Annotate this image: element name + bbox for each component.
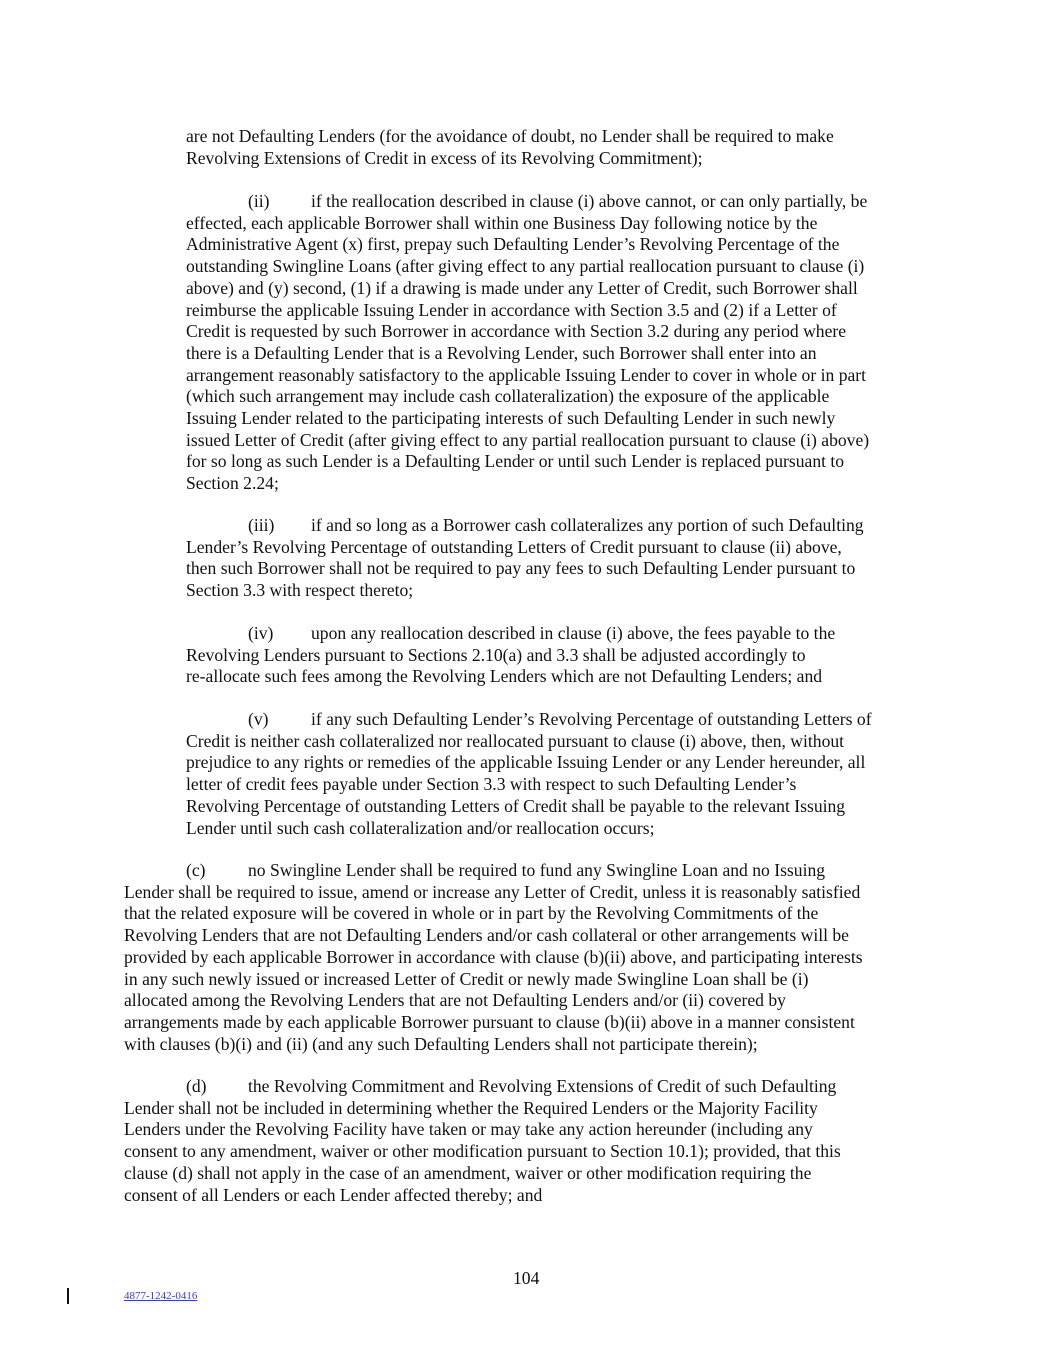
- text-line: Revolving Extensions of Credit in excess of its Revolving Commitment);: [186, 147, 703, 168]
- text-line: Credit is neither cash collateralized nor reallocated pursuant to clause (i) above, then, without: [186, 730, 845, 751]
- clause-marker: (v): [248, 709, 269, 729]
- text-line: Section 3.3 with respect thereto;: [186, 580, 414, 601]
- text-line: effected, each applicable Borrower shall within one Business Day following notice by the: [186, 212, 818, 233]
- text-line: are not Defaulting Lenders (for the avoidance of doubt, no Lender shall be required to make: [186, 126, 834, 146]
- text-line: re-allocate such fees among the Revolving Lenders which are not Defaulting Lenders; and: [186, 666, 823, 687]
- text-line: if the reallocation described in clause (i) above cannot, or can only partially, be: [311, 191, 868, 211]
- text-line: prejudice to any rights or remedies of the applicable Issuing Lender or any Lender hereunder, all: [186, 752, 866, 773]
- text-line: clause (d) shall not apply in the case of an amendment, waiver or other modification requiring the: [124, 1162, 812, 1183]
- text-line: that the related exposure will be covered in whole or in part by the Revolving Commitments of the: [124, 903, 819, 924]
- text-line: (which such arrangement may include cash collateralization) the exposure of the applicable: [186, 386, 830, 407]
- text-line: outstanding Swingline Loans (after giving effect to any partial reallocation pursuant to clause (i): [186, 256, 865, 277]
- text-line: no Swingline Lender shall be required to fund any Swingline Loan and no Issuing: [248, 860, 826, 880]
- text-line: Lender shall be required to issue, amend or increase any Letter of Credit, unless it is reasonably satisfied: [124, 881, 861, 902]
- text-line: arrangement reasonably satisfactory to the applicable Issuing Lender to cover in whole or in part: [186, 364, 867, 385]
- text-line: letter of credit fees payable under Section 3.3 with respect to such Defaulting Lender’s: [186, 774, 797, 795]
- text-line: Lender’s Revolving Percentage of outstanding Letters of Credit pursuant to clause (ii) above,: [186, 536, 842, 557]
- text-line: there is a Defaulting Lender that is a Revolving Lender, such Borrower shall enter into an: [186, 342, 817, 363]
- document-id-link[interactable]: 4877-1242-0416: [124, 1290, 198, 1302]
- text-line: Revolving Lenders that are not Defaulting Lenders and/or cash collateral or other arrangements will be: [124, 925, 849, 946]
- text-line: Lenders under the Revolving Facility have taken or may take any action hereunder (including any: [124, 1119, 813, 1140]
- text-line: above) and (y) second, (1) if a drawing is made under any Letter of Credit, such Borrower shall: [186, 277, 858, 298]
- text-line: allocated among the Revolving Lenders that are not Defaulting Lenders and/or (ii) covered by: [124, 990, 786, 1011]
- text-line: Lender shall not be included in determining whether the Required Lenders or the Majority Facility: [124, 1097, 818, 1118]
- text-line: then such Borrower shall not be required to pay any fees to such Defaulting Lender pursuant to: [186, 558, 856, 579]
- text-line: in any such newly issued or increased Letter of Credit or newly made Swingline Loan shall be (i): [124, 968, 809, 989]
- text-line: issued Letter of Credit (after giving effect to any partial reallocation pursuant to clause (i) above): [186, 429, 870, 450]
- text-line: Lender until such cash collateralization and/or reallocation occurs;: [186, 817, 655, 838]
- clause-marker: (iv): [248, 623, 274, 643]
- text-line: if and so long as a Borrower cash collateralizes any portion of such Defaulting: [311, 515, 864, 535]
- text-line: consent of all Lenders or each Lender affected thereby; and: [124, 1184, 543, 1205]
- clause-marker: (iii): [248, 515, 275, 535]
- text-line: reimburse the applicable Issuing Lender in accordance with Section 3.5 and (2) if a Letter of: [186, 299, 837, 320]
- text-line: Revolving Lenders pursuant to Sections 2.10(a) and 3.3 shall be adjusted accordingly to: [186, 644, 806, 665]
- change-bar: [67, 1288, 69, 1304]
- text-line: Revolving Percentage of outstanding Letters of Credit shall be payable to the relevant Issuing: [186, 795, 846, 816]
- clause-marker: (c): [186, 860, 206, 880]
- text-line: Credit is requested by such Borrower in accordance with Section 3.2 during any period where: [186, 321, 847, 342]
- clause-marker: (ii): [248, 191, 270, 211]
- text-line: Administrative Agent (x) first, prepay such Defaulting Lender’s Revolving Percentage of the: [186, 234, 840, 255]
- text-line: for so long as such Lender is a Defaulting Lender or until such Lender is replaced pursuant to: [186, 451, 845, 472]
- text-line: if any such Defaulting Lender’s Revolving Percentage of outstanding Letters of: [311, 709, 872, 729]
- text-line: Section 2.24;: [186, 473, 279, 494]
- text-line: arrangements made by each applicable Borrower pursuant to clause (b)(ii) above in a manner consistent: [124, 1011, 855, 1032]
- text-line: Issuing Lender related to the participating interests of such Defaulting Lender in such newly: [186, 408, 836, 428]
- text-line: with clauses (b)(i) and (ii) (and any such Defaulting Lenders shall not participate therein);: [124, 1033, 758, 1054]
- clause-marker: (d): [186, 1076, 207, 1096]
- page-number: 104: [513, 1268, 540, 1288]
- text-line: the Revolving Commitment and Revolving Extensions of Credit of such Defaulting: [248, 1076, 837, 1096]
- text-line: provided by each applicable Borrower in accordance with clause (b)(ii) above, and participating interests: [124, 946, 863, 967]
- text-line: consent to any amendment, waiver or other modification pursuant to Section 10.1); provided, that this: [124, 1141, 841, 1162]
- text-line: upon any reallocation described in clause (i) above, the fees payable to the: [311, 623, 836, 643]
